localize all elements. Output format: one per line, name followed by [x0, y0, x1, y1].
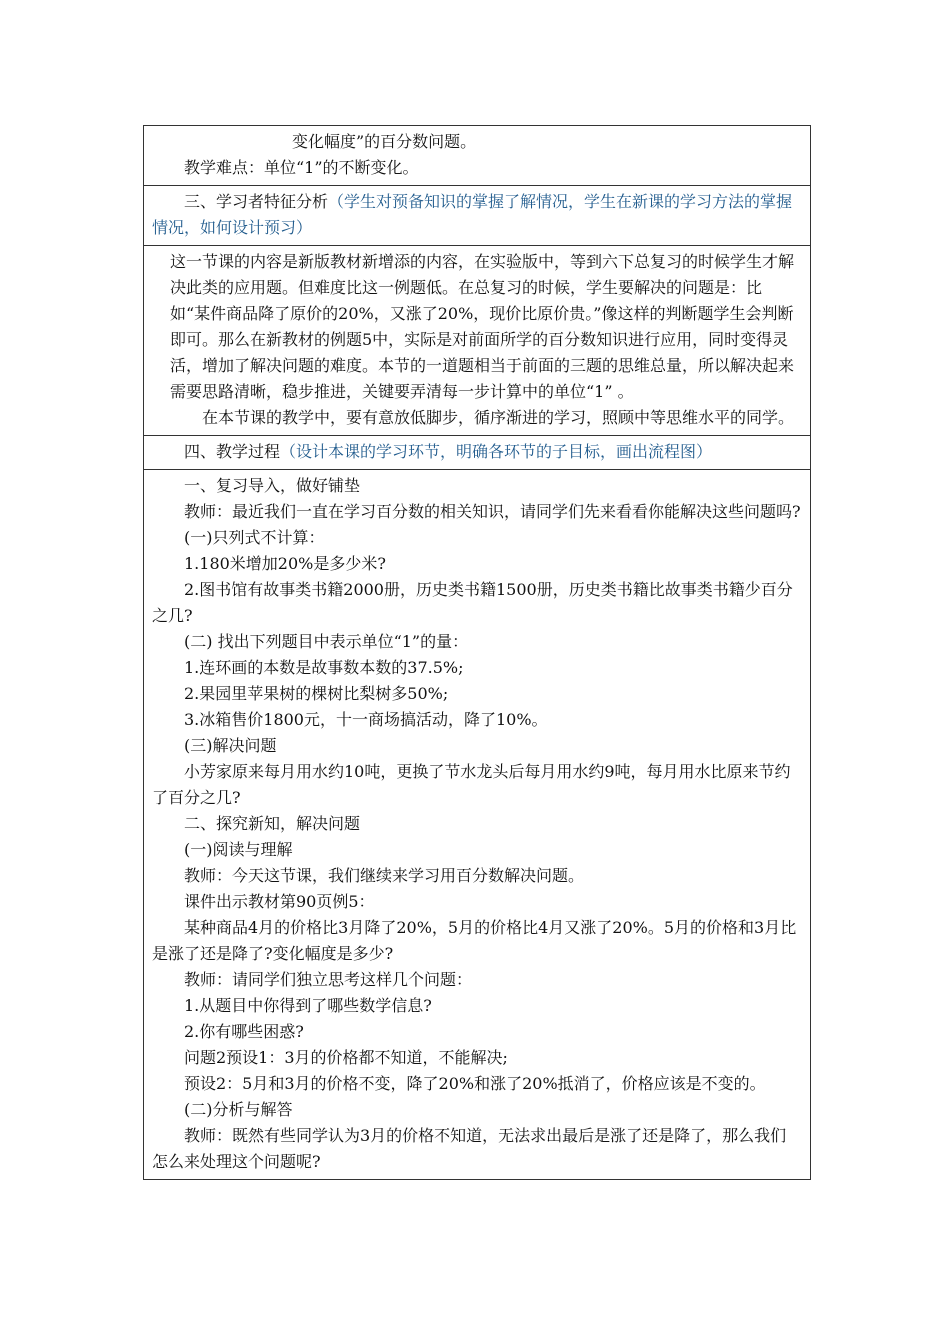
process-line: (一)只列式不计算：: [184, 528, 325, 547]
section4-header-cell: [144, 436, 811, 470]
process-line: 1.180米增加20%是多少米?: [184, 554, 386, 573]
process-line: (二) 找出下列题目中表示单位“1”的量：: [184, 632, 469, 651]
teaching-process-cell: [144, 470, 811, 1180]
teaching-process-row: [144, 470, 811, 1180]
section3-heading: [152, 189, 802, 241]
process-line: 1.连环画的本数是故事数本数的37.5%;: [184, 658, 464, 677]
process-line: (一)阅读与理解: [184, 840, 293, 859]
process-line: 教师：最近我们一直在学习百分数的相关知识，请同学们先来看看你能解决这些问题吗?: [184, 502, 801, 521]
learner-paragraph-1: 这一节课的内容是新版教材新增添的内容，在实验版中，等到六下总复习的时候学生才解决此类的应用题。但难度比这一例题低。在总复习的时候，学生要解决的问题是：比如“某件商品降了原价的20%，又涨了20%，现价比原价贵。”像这样的判断题学生会判断即可。那么在新教材的例题5中，实际是对前面所学的百分数知识进行应用，同时变得灵活，增加了解决问题的难度。本节的一道题相当于前面的三题的思维总量，所以解决起来需要思路清晰，稳步推进，关键要弄清每一步计算中的单位“1” 。: [170, 252, 795, 401]
teaching-difficulty: 教学难点：单位“1”的不断变化。: [184, 158, 419, 177]
section4-header-row: [144, 436, 811, 470]
learner-analysis-cell: [144, 246, 811, 436]
process-line: 2.你有哪些困惑?: [184, 1022, 304, 1041]
learner-analysis-row: [144, 246, 811, 436]
process-line: 小芳家原来每月用水约10吨，更换了节水龙头后每月用水约9吨，每月用水比原来节约了百分之几?: [152, 762, 791, 807]
process-line: 1.从题目中你得到了哪些数学信息?: [184, 996, 432, 1015]
process-line: 教师：既然有些同学认为3月的价格不知道，无法求出最后是涨了还是降了，那么我们怎么来处理这个问题呢?: [152, 1126, 787, 1171]
process-line: 课件出示教材第90页例5：: [184, 892, 375, 911]
process-line: 预设2：5月和3月的价格不变，降了20%和涨了20%抵消了，价格应该是不变的。: [184, 1074, 766, 1093]
goals-row: [144, 126, 811, 186]
process-line: 一、复习导入，做好铺垫: [184, 476, 361, 495]
section4-hint: （设计本课的学习环节，明确各环节的子目标，画出流程图）: [280, 442, 713, 461]
process-line: (二)分析与解答: [184, 1100, 293, 1119]
process-line: 问题2预设1：3月的价格都不知道，不能解决;: [184, 1048, 508, 1067]
process-line: 3.冰箱售价1800元，十一商场搞活动，降了10%。: [184, 710, 548, 729]
process-line: 2.图书馆有故事类书籍2000册，历史类书籍1500册，历史类书籍比故事类书籍少百分之几?: [152, 580, 793, 625]
section3-header-row: [144, 186, 811, 246]
section4-title: 四、教学过程: [184, 442, 281, 461]
process-line: (三)解决问题: [184, 736, 277, 755]
process-line: 教师：今天这节课，我们继续来学习用百分数解决问题。: [184, 866, 585, 885]
goal-continuation: 变化幅度”的百分数问题。: [292, 132, 477, 151]
process-line: 教师：请同学们独立思考这样几个问题：: [184, 970, 473, 989]
section4-heading: [152, 439, 802, 465]
section3-hint: （学生对预备知识的掌握了解情况，学生在新课的学习方法的掌握情况，如何设计预习）: [152, 192, 793, 237]
learner-paragraph-2: 在本节课的教学中，要有意放低脚步，循序渐进的学习，照顾中等思维水平的同学。: [202, 408, 795, 427]
lesson-plan-table: [143, 125, 811, 1180]
goals-cell: [144, 126, 811, 186]
process-line: 某种商品4月的价格比3月降了20%，5月的价格比4月又涨了20%。5月的价格和3月比是涨了还是降了?变化幅度是多少?: [152, 918, 797, 963]
section3-title: 三、学习者特征分析: [184, 192, 329, 211]
section3-header-cell: [144, 186, 811, 246]
process-line: 2.果园里苹果树的棵树比梨树多50%;: [184, 684, 449, 703]
process-line: 二、探究新知，解决问题: [184, 814, 361, 833]
